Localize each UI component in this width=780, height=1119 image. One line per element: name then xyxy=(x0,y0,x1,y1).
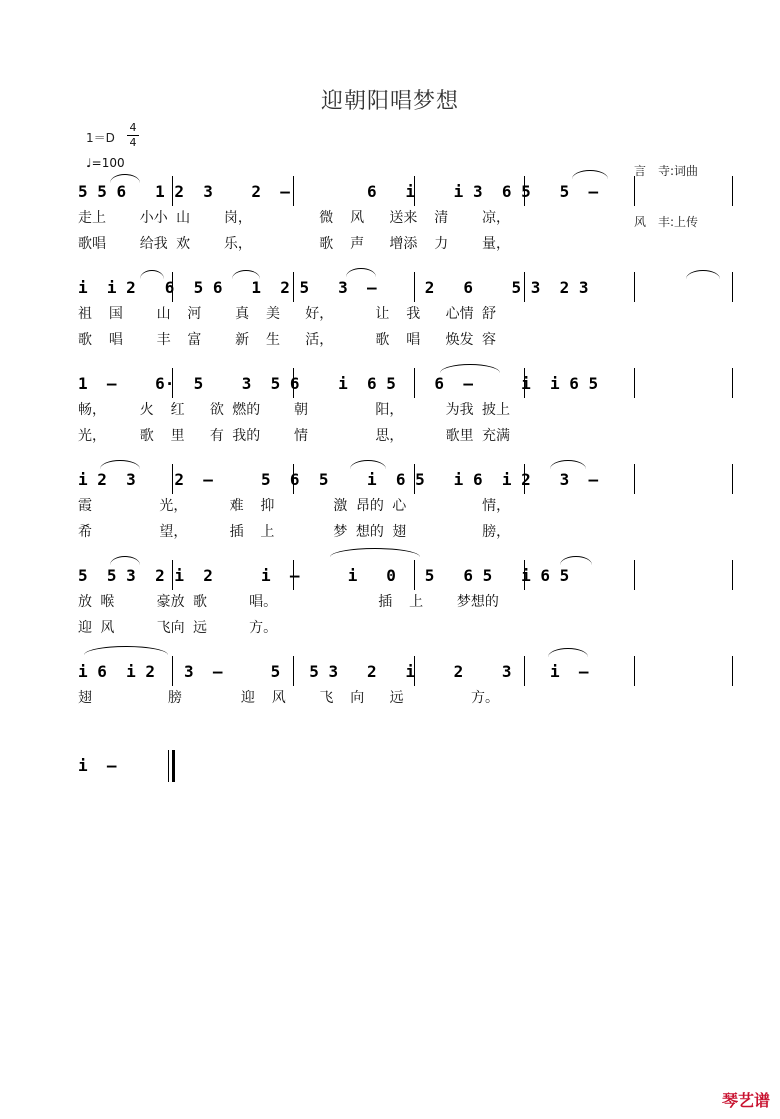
bar-line xyxy=(293,560,294,590)
lyric-row-1-verse-2: 歌唱 给我 欢 乐， 歌 声 增添 力 量， xyxy=(78,236,511,252)
page-title: 迎朝阳唱梦想 xyxy=(320,89,459,114)
lyric-row-5-verse-1: 放 喉 豪放 歌 唱。 插 上 梦想的 xyxy=(78,594,499,610)
lyric-row-3-verse-1: 畅， 火 红 欲 燃的 朝 阳， 为我 披上 xyxy=(78,402,511,418)
bar-line xyxy=(293,176,294,206)
bar-line xyxy=(634,464,635,494)
bar-line xyxy=(524,560,525,590)
bar-line xyxy=(524,656,525,686)
credit-lyricist: 言 寺:词曲 xyxy=(634,164,699,178)
notation-row-6: i 6 i 2 3 – 5 5 3 2 i 2 3 i – xyxy=(78,662,589,681)
lyric-row-2-verse-2: 歌 唱 丰 富 新 生 活， 歌 唱 焕发 容 xyxy=(78,332,497,348)
bar-line xyxy=(172,656,173,686)
bar-line xyxy=(414,560,415,590)
bar-line xyxy=(732,656,733,686)
bar-line xyxy=(732,176,733,206)
bar-line xyxy=(414,464,415,494)
bar-line xyxy=(414,368,415,398)
slur-mark xyxy=(350,460,386,469)
bar-line xyxy=(414,176,415,206)
bar-line xyxy=(172,560,173,590)
bar-line xyxy=(414,656,415,686)
notation-row-5: 5 5 3 2 i 2 i – i 0 5 6 5 i 6 5 xyxy=(78,566,570,585)
bar-line xyxy=(524,368,525,398)
bar-line xyxy=(732,560,733,590)
lyric-row-1-verse-1: 走上 小小 山 岗， 微 风 送来 清 凉， xyxy=(78,210,511,226)
slur-mark xyxy=(572,170,608,179)
site-logo: 琴艺谱 xyxy=(721,1091,770,1110)
slur-mark xyxy=(548,648,588,657)
slur-mark xyxy=(100,460,140,469)
lyric-row-4-verse-2: 希 望， 插 上 梦 想的 翅 膀， xyxy=(78,524,511,540)
bar-line xyxy=(634,368,635,398)
bar-line xyxy=(524,176,525,206)
tempo-marking: ♩=100 xyxy=(86,156,125,170)
lyric-row-5-verse-2: 迎 风 飞向 远 方。 xyxy=(78,620,278,636)
bar-line xyxy=(172,176,173,206)
bar-line xyxy=(634,176,635,206)
slur-mark xyxy=(110,556,140,565)
lyric-row-2-verse-1: 祖 国 山 河 真 美 好， 让 我 心情 舒 xyxy=(78,306,497,322)
lyric-row-3-verse-2: 光， 歌 里 有 我的 情 思， 歌里 充满 xyxy=(78,428,511,444)
bar-line xyxy=(293,464,294,494)
lyric-row-6-verse-1: 翅 膀 迎 风 飞 向 远 方。 xyxy=(78,690,500,706)
credits xyxy=(634,129,698,248)
bar-line xyxy=(732,464,733,494)
bar-line xyxy=(293,272,294,302)
lyric-row-4-verse-1: 霞 光， 难 抑 激 昂的 心 情， xyxy=(78,498,511,514)
slur-mark xyxy=(330,548,420,557)
slur-mark xyxy=(440,364,500,373)
notation-row-2: i i 2 6 5 6 1 2 5 3 – 2 6 5 3 2 3 xyxy=(78,278,589,297)
slur-mark xyxy=(346,268,376,277)
slur-mark xyxy=(110,174,140,183)
slur-mark xyxy=(232,270,260,279)
final-barline xyxy=(168,750,175,782)
time-signature xyxy=(127,122,139,149)
slur-mark xyxy=(84,646,168,655)
bar-line xyxy=(524,272,525,302)
notation-row-4: i 2 3 2 – 5 6 5 i 6 5 i 6 i 2 3 – xyxy=(78,470,599,489)
slur-mark xyxy=(550,460,586,469)
time-signature-top: 4 xyxy=(129,121,137,134)
bar-line xyxy=(634,272,635,302)
time-signature-bottom: 4 xyxy=(129,136,137,149)
notation-row-1: 5 5 6 1 2 3 2 – 6 i i 3 6 5 5 – xyxy=(78,182,599,201)
bar-line xyxy=(524,464,525,494)
slur-mark xyxy=(686,270,720,279)
bar-line xyxy=(732,272,733,302)
credit-uploader: 风 丰:上传 xyxy=(634,215,699,229)
bar-line xyxy=(293,656,294,686)
key-signature: 1＝D xyxy=(86,131,115,145)
slur-mark xyxy=(140,270,164,279)
notation-row-7: i – xyxy=(78,756,117,775)
bar-line xyxy=(414,272,415,302)
bar-line xyxy=(732,368,733,398)
bar-line xyxy=(172,368,173,398)
slur-mark xyxy=(560,556,592,565)
bar-line xyxy=(172,464,173,494)
notation-row-3: 1 – 6· 5 3 5 6 i 6 5 6 – i i 6 5 xyxy=(78,374,599,393)
bar-line xyxy=(634,560,635,590)
bar-line xyxy=(172,272,173,302)
bar-line xyxy=(634,656,635,686)
bar-line xyxy=(293,368,294,398)
